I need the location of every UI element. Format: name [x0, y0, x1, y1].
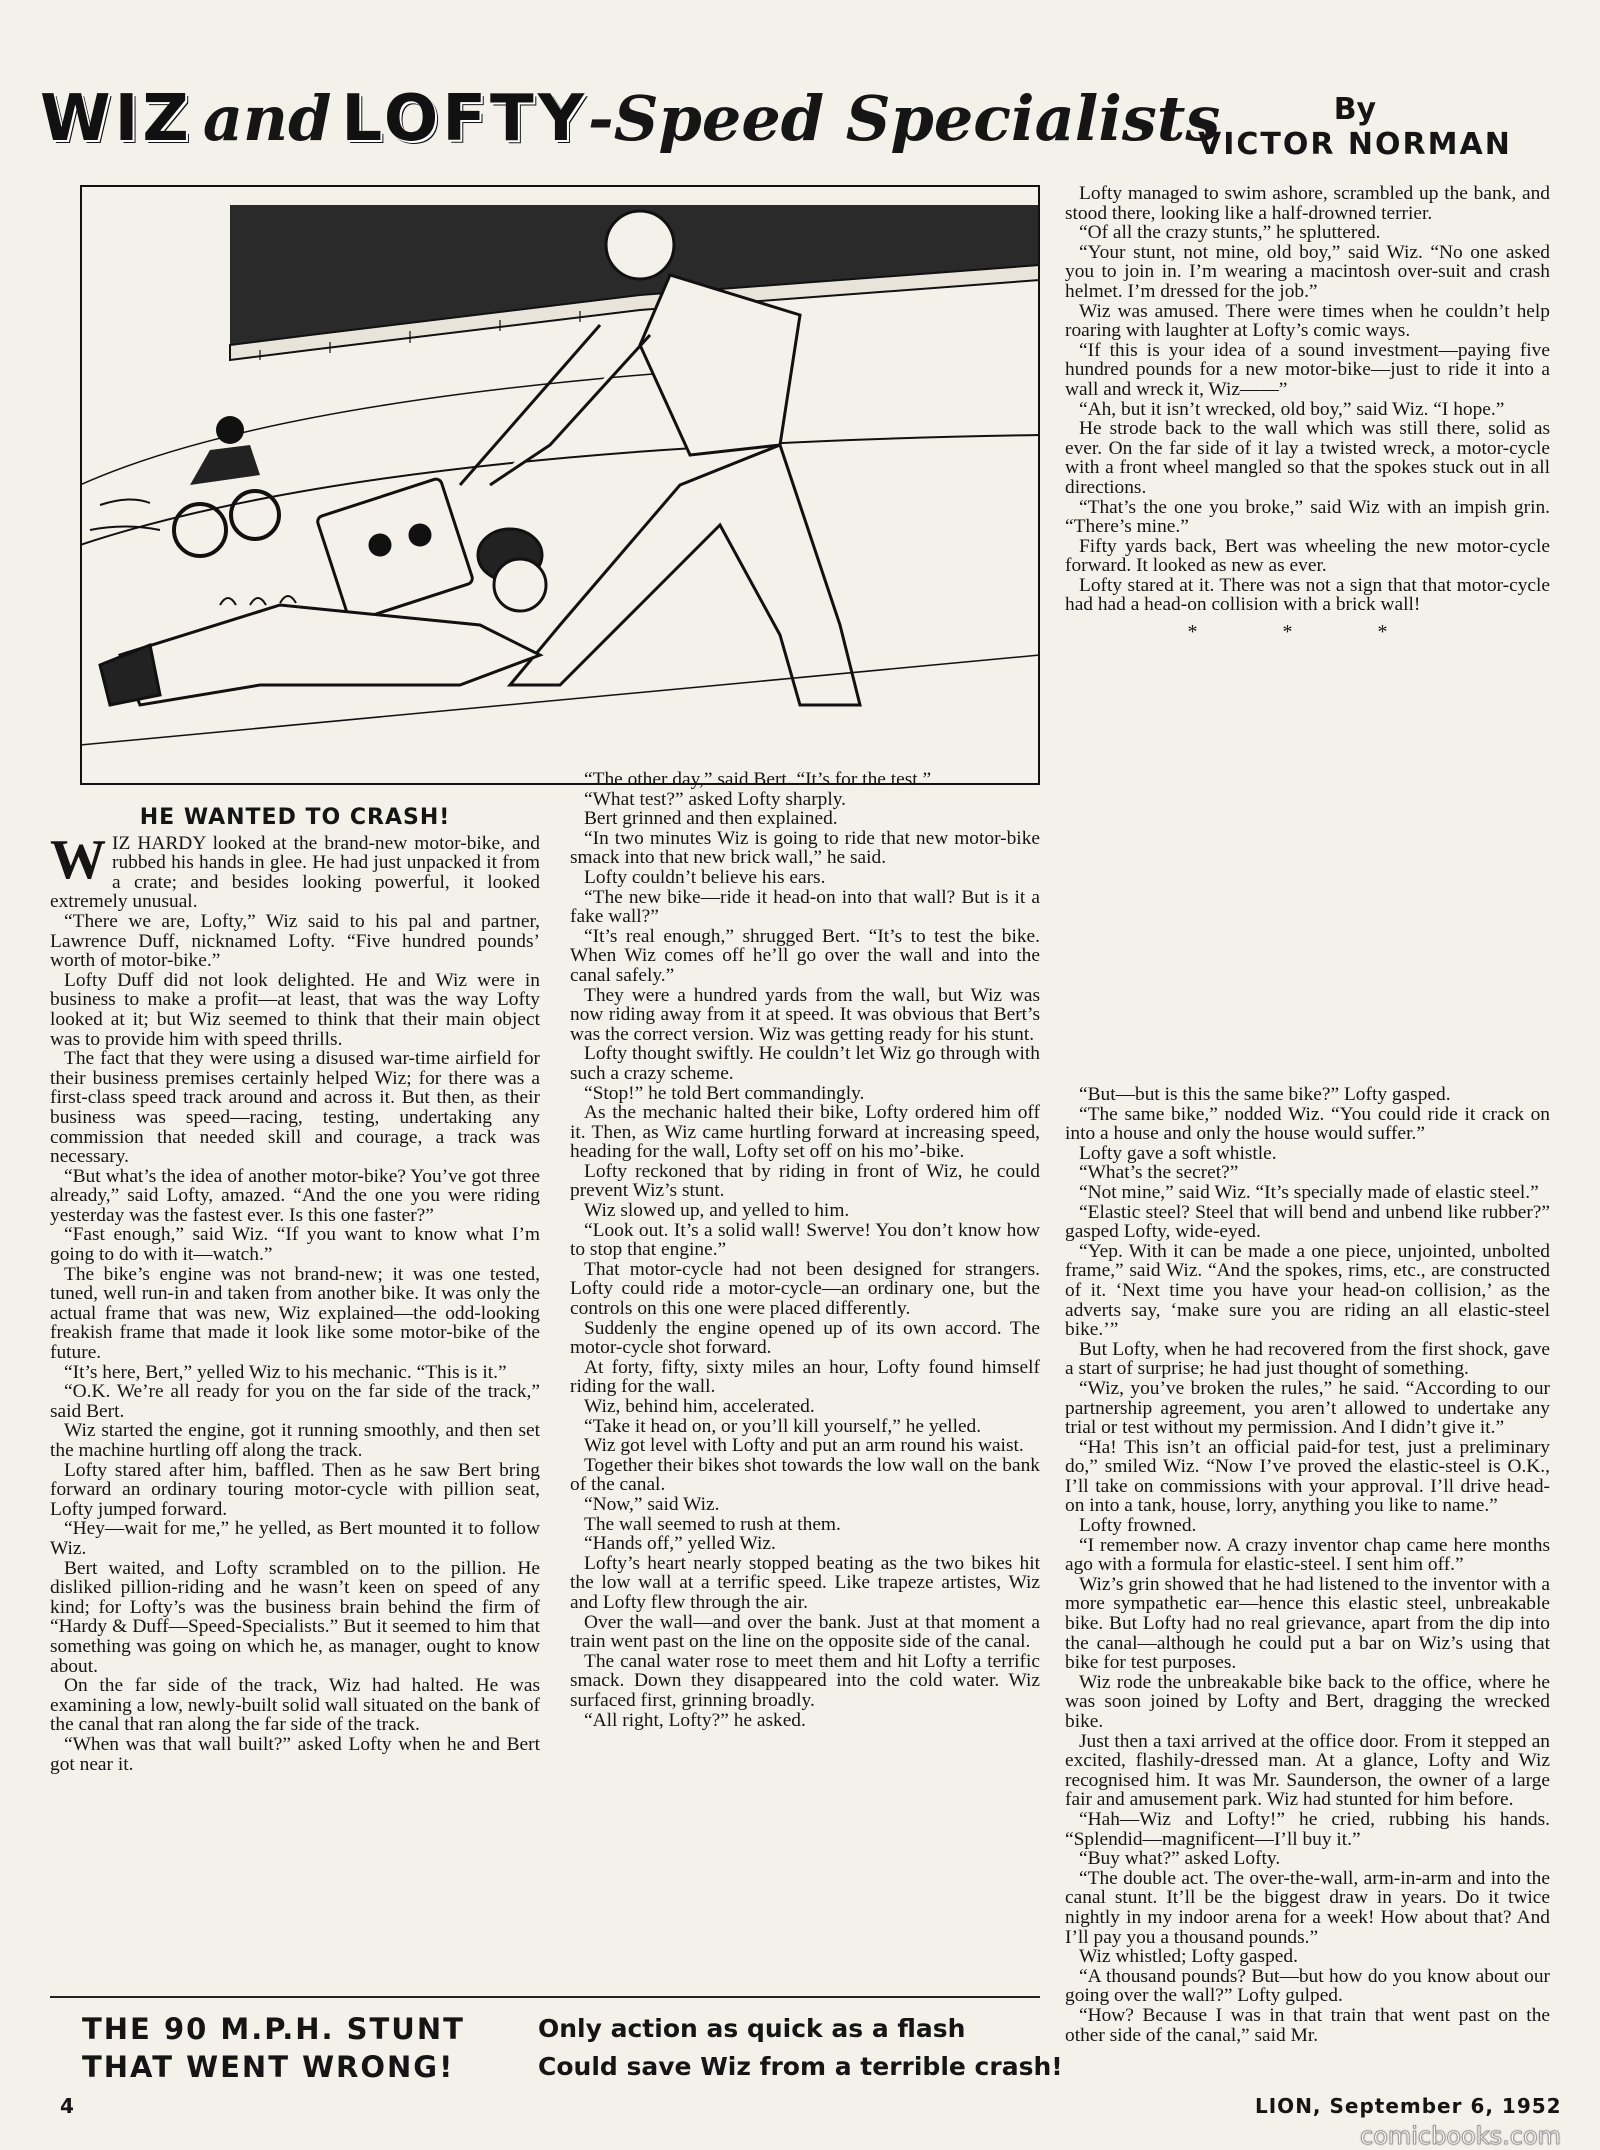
article-paragraph: Over the wall—and over the bank. Just at that moment a train went past on the line on the opposite side of the canal. — [570, 1611, 1040, 1653]
article-paragraph: “All right, Lofty?” he asked. — [584, 1709, 806, 1731]
article-paragraph: Wiz was amused. There were times when he couldn’t help roaring with laughter at Lofty’s comic ways. — [1065, 300, 1550, 342]
article-paragraph: “What test?” asked Lofty sharply. — [584, 788, 847, 810]
article-paragraph: Lofty stared after him, baffled. Then as he saw Bert bring forward an ordinary touring motor-cycle with pillion seat, Lofty jumped forward. — [50, 1459, 540, 1520]
article-paragraph: WIZ HARDY looked at the brand-new motor-bike, and rubbed his hands in glee. He had just unpacked it from a crate; and besides looking powerful, it looked extremely unusual. — [50, 828, 540, 913]
section-subhead: HE WANTED TO CRASH! — [139, 805, 451, 830]
byline — [1198, 92, 1512, 162]
article-paragraph: They were a hundred yards from the wall, but Wiz was now riding away from it at speed. It was obvious that Bert’s was the correct version. Wiz was getting ready for his stunt. — [570, 984, 1040, 1045]
article-paragraph: “Not mine,” said Wiz. “It’s specially made of elastic steel.” — [1079, 1181, 1539, 1203]
article-paragraph: Lofty gave a soft whistle. — [1079, 1142, 1277, 1164]
article-paragraph: Wiz whistled; Lofty gasped. — [1079, 1946, 1298, 1968]
article-paragraph: “But—but is this the same bike?” Lofty gasped. — [1079, 1084, 1451, 1105]
article-column-2 — [570, 770, 1040, 1730]
motorcyclist-figure — [174, 416, 279, 556]
article-paragraph: “I remember now. A crazy inventor chap came here months ago with a formula for elastic-steel. I sent him off.” — [1065, 1534, 1550, 1576]
article-paragraph: Wiz, behind him, accelerated. — [584, 1396, 815, 1417]
lying-man-figure — [100, 325, 600, 705]
next-episode-teaser — [82, 2010, 465, 2086]
article-paragraph: “It’s real enough,” shrugged Bert. “It’s to test the bike. When Wiz comes off he’ll go over the wall and into the canal safely.” — [570, 925, 1040, 986]
article-paragraph: “But what’s the idea of another motor-bike? You’ve got three already,” said Lofty, amazed. “And the one you were riding yesterday was the fastest ever. Is this one faster?” — [50, 1165, 540, 1226]
article-paragraph: “The new bike—ride it head-on into that wall? But is it a fake wall?” — [570, 886, 1040, 928]
article-paragraph: He strode back to the wall which was still there, solid as ever. On the far side of it lay a twisted wreck, a motor-cycle with a front wheel mangled so that the spokes stuck out in all directions. — [1065, 418, 1550, 498]
blurb-line-1: Only action as quick as a flash — [538, 2014, 966, 2043]
byline-by: By — [1333, 92, 1377, 127]
teaser-line-1: THE 90 M.P.H. STUNT — [82, 2012, 465, 2046]
article-column-1 — [50, 805, 540, 1775]
article-paragraph: “There we are, Lofty,” Wiz said to his pal and partner, Lawrence Duff, nicknamed Lofty. “Five hundred pounds’ worth of motor-bike.” — [50, 910, 540, 972]
article-paragraph: Lofty thought swiftly. He couldn’t let Wiz go through with such a crazy scheme. — [570, 1043, 1040, 1084]
article-paragraph: “Ah, but it isn’t wrecked, old boy,” said Wiz. “I hope.” — [1079, 398, 1505, 420]
story-title — [40, 82, 1220, 156]
article-paragraph: “A thousand pounds? But—but how do you know about our going over the wall?” Lofty gulped. — [1065, 1965, 1550, 2007]
article-paragraph: “Hands off,” yelled Wiz. — [584, 1533, 776, 1555]
section-divider-stars: * * * — [1187, 621, 1428, 644]
article-paragraph: Lofty stared at it. There was not a sign that that motor-cycle had had a head-on collision with a brick wall! — [1065, 574, 1550, 616]
article-paragraph: “The double act. The over-the-wall, arm-in-arm and into the canal stunt. It’ll be the biggest draw in years. Do it twice nightly in my indoor arena for a week! How about that? And I’ll pay you a thousand pounds.” — [1065, 1867, 1550, 1948]
article-paragraph: Suddenly the engine opened up of its own accord. The motor-cycle shot forward. — [570, 1317, 1040, 1359]
article-paragraph: “The same bike,” nodded Wiz. “You could ride it crack on into a house and only the house would suffer.” — [1065, 1103, 1550, 1145]
footer-divider — [50, 1996, 1040, 1998]
article-paragraph: Lofty’s heart nearly stopped beating as the two bikes hit the low wall at a terrific speed. Like trapeze artistes, Wiz and Lofty flew through the air. — [570, 1552, 1040, 1613]
article-paragraph: “Fast enough,” said Wiz. “If you want to know what I’m going to do with it—watch.” — [50, 1224, 540, 1266]
article-paragraph: Wiz started the engine, got it running smoothly, and then set the machine hurtling off along the track. — [50, 1420, 540, 1461]
teaser-line-2: THAT WENT WRONG! — [82, 2050, 455, 2084]
article-paragraph: “What’s the secret?” — [1079, 1162, 1239, 1184]
title-and: and — [202, 82, 332, 155]
article-paragraph: “It’s here, Bert,” yelled Wiz to his mechanic. “This is it.” — [64, 1361, 507, 1383]
article-paragraph: “Your stunt, not mine, old boy,” said Wiz. “No one asked you to join in. I’m wearing a macintosh over-suit and crash helmet. I’m dressed for the job.” — [1065, 241, 1550, 302]
article-paragraph: “When was that wall built?” asked Lofty when he and Bert got near it. — [50, 1733, 540, 1775]
article-paragraph: At forty, fifty, sixty miles an hour, Lofty found himself riding for the wall. — [570, 1356, 1040, 1398]
article-paragraph: “Of all the crazy stunts,” he spluttered. — [1079, 222, 1381, 244]
article-paragraph: Wiz’s grin showed that he had listened to the inventor with a more sympathetic ear—hence this elastic steel, unbreakable bike. But Lofty had no real grievance, apart from the dip into the canal—although he could put a bar on Wiz’s using that bike for test purposes. — [1065, 1573, 1550, 1674]
article-paragraph: Wiz rode the unbreakable bike back to the office, where he was soon joined by Lofty and Bert, dragging the wrecked bike. — [1065, 1671, 1550, 1732]
article-paragraph: The wall seemed to rush at them. — [584, 1513, 841, 1535]
article-paragraph: On the far side of the track, Wiz had halted. He was examining a low, newly-built solid wall situated on the bank of the canal that ran along the far side of the track. — [50, 1675, 540, 1736]
article-paragraph: “Take it head on, or you’ll kill yourself,” he yelled. — [584, 1415, 982, 1437]
article-paragraph: The bike’s engine was not brand-new; it was one tested, tuned, well run-in and taken from another bike. It was only the actual frame that was new, Wiz explained—the odd-looking freakish frame that made it look like some motor-bike of the future. — [50, 1263, 540, 1364]
article-paragraph: “Ha! This isn’t an official paid-for test, just a preliminary do,” smiled Wiz. “Now I’ve proved the elastic-steel is O.K., I’ll take on commissions with your approval. I’ll drive head-on into a tank, house, lorry, anything you like to name.” — [1065, 1436, 1550, 1517]
article-paragraph: “O.K. We’re all ready for you on the far side of the track,” said Bert. — [50, 1381, 540, 1422]
article-paragraph: Bert grinned and then explained. — [584, 808, 838, 830]
article-paragraph: As the mechanic halted their bike, Lofty ordered him off it. Then, as Wiz came hurtling forward at increasing speed, heading for the wall, Lofty set off on his mo’-bike. — [570, 1102, 1040, 1163]
next-episode-blurb — [538, 2010, 1063, 2086]
title-wiz: WIZ — [40, 82, 193, 156]
title-subtitle: -Speed Specialists — [588, 82, 1221, 155]
article-paragraph: Bert waited, and Lofty scrambled on to the pillion. He disliked pillion-riding and he wasn’t keen on speed of any kind; for Lofty’s was the business brain behind the firm of “Hardy & Duff—Speed-Specialists.” But it seemed to him that something was going on which he, as manager, ought to know about. — [50, 1557, 540, 1677]
article-paragraph: Lofty managed to swim ashore, scrambled up the bank, and stood there, looking like a half-drowned terrier. — [1065, 183, 1550, 224]
article-paragraph: “Stop!” he told Bert commandingly. — [584, 1082, 865, 1104]
article-paragraph: “In two minutes Wiz is going to ride that new motor-bike smack into that new brick wall,” he said. — [570, 827, 1040, 869]
article-paragraph: Wiz got level with Lofty and put an arm round his waist. — [584, 1435, 1024, 1457]
issue-line: LION, September 6, 1952 — [1255, 2094, 1562, 2118]
article-paragraph: Lofty frowned. — [1079, 1515, 1197, 1537]
article-paragraph: But Lofty, when he had recovered from the first shock, gave a start of surprise; he had just thought of something. — [1065, 1338, 1550, 1380]
article-paragraph: “Look out. It’s a solid wall! Swerve! You don’t know how to stop that engine.” — [570, 1219, 1040, 1261]
article-paragraph: “Yep. With it can be made a one piece, unjointed, unbolted frame,” said Wiz. “And the spokes, rims, etc., are constructed of it. ‘Next time you have your head-on collision,’ as the adverts say, ‘make sure you are riding an all elastic-steel bike.’” — [1065, 1240, 1550, 1341]
article-paragraph: “If this is your idea of a sound investment—paying five hundred pounds for a new motor-bike—just to ride it into a wall and wreck it, Wiz——” — [1065, 339, 1550, 400]
drop-cap: W — [50, 828, 106, 891]
article-paragraph: Just then a taxi arrived at the office door. From it stepped an excited, flashily-dressed man. At a glance, Lofty and Wiz recognised him. It was Mr. Saunderson, the owner of a large fair and amusement park. Wiz had stunted for him before. — [1065, 1730, 1550, 1811]
article-paragraph: That motor-cycle had not been designed for strangers. Lofty could ride a motor-cycle—an ordinary one, but the controls on this one were placed differently. — [570, 1258, 1040, 1320]
article-paragraph: Lofty Duff did not look delighted. He and Wiz were in business to make a profit—at least, that was the way Lofty looked at it; but Wiz seemed to think that their main object was to provide him with speed thrills. — [50, 969, 540, 1050]
page-number: 4 — [60, 2094, 74, 2118]
article-paragraph: “Hah—Wiz and Lofty!” he cried, rubbing his hands. “Splendid—magnificent—I’ll buy it.” — [1065, 1808, 1550, 1850]
article-paragraph: “Buy what?” asked Lofty. — [1079, 1848, 1281, 1870]
article-paragraph: Fifty yards back, Bert was wheeling the new motor-cycle forward. It looked as new as ever. — [1065, 535, 1550, 577]
article-paragraph: Together their bikes shot towards the low wall on the bank of the canal. — [570, 1454, 1040, 1496]
article-paragraph: “How? Because I was in that train that went past on the other side of the canal,” said Mr. — [1065, 2004, 1550, 2046]
title-lofty: LOFTY — [341, 82, 589, 156]
blurb-line-2: Could save Wiz from a terrible crash! — [538, 2052, 1063, 2081]
article-paragraph: “Hey—wait for me,” he yelled, as Bert mounted it to follow Wiz. — [50, 1518, 540, 1559]
site-watermark: comicbooks.com — [1360, 2122, 1562, 2150]
article-paragraph: The fact that they were using a disused war-time airfield for their business premises certainly helped Wiz; for there was a first-class speed track around and across it. But then, as their business was speed—racing, testing, undertaking any commission that needed skill and courage, a track was necessary. — [50, 1048, 540, 1168]
article-paragraph: “Elastic steel? Steel that will bend and unbend like rubber?” gasped Lofty, wide-eyed. — [1065, 1201, 1550, 1243]
author-name: VICTOR NORMAN — [1198, 127, 1512, 162]
story-illustration — [80, 185, 1040, 785]
article-paragraph: Wiz slowed up, and yelled to him. — [584, 1200, 850, 1222]
article-paragraph: “That’s the one you broke,” said Wiz with an impish grin. “There’s mine.” — [1065, 496, 1550, 538]
article-paragraph: “Wiz, you’ve broken the rules,” he said. “According to our partnership agreement, you aren’t allowed to undertake any trial or test without my permission. And I didn’t give it.” — [1065, 1377, 1550, 1439]
article-column-3 — [1065, 184, 1550, 649]
article-paragraph: “Now,” said Wiz. — [584, 1493, 720, 1515]
article-column-4 — [1065, 1085, 1550, 2045]
article-paragraph: The canal water rose to meet them and hit Lofty a terrific smack. Down they disappeared into the cold water. Wiz surfaced first, grinning broadly. — [570, 1650, 1040, 1711]
article-paragraph: “The other day,” said Bert. “It’s for the test.” — [584, 769, 932, 790]
article-paragraph: Lofty reckoned that by riding in front of Wiz, he could prevent Wiz’s stunt. — [570, 1160, 1040, 1202]
article-paragraph: Lofty couldn’t believe his ears. — [584, 866, 826, 888]
